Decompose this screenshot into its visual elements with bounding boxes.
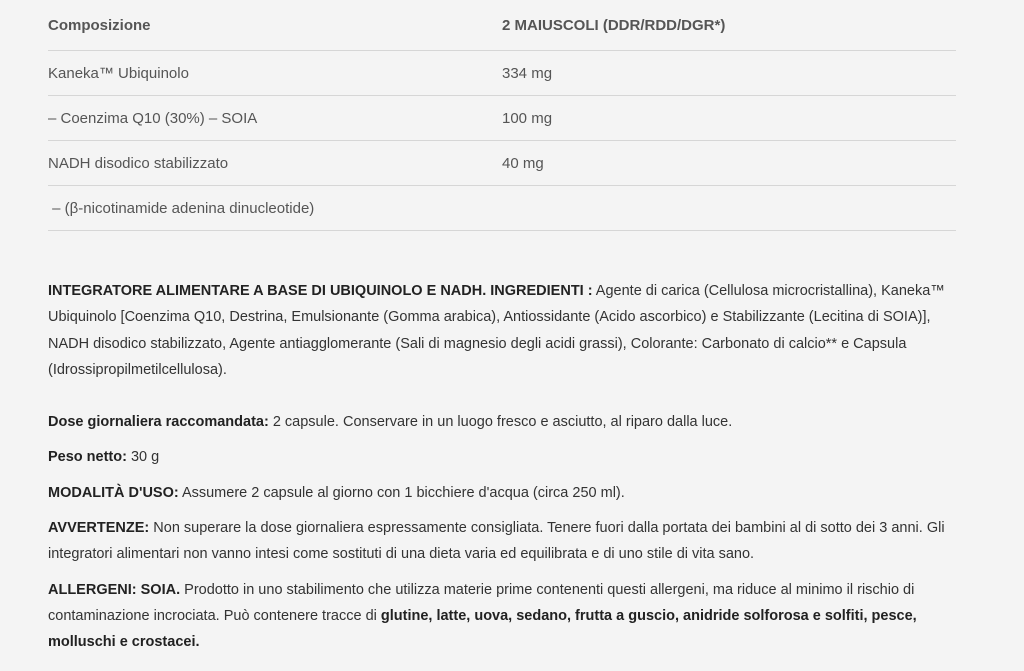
ingredient-amount: 40 mg [502,141,956,186]
dose-paragraph [48,409,958,435]
allergens-list: glutine, latte, uova, sedano, frutta a guscio, anidride solforosa e solfiti, pesce, molluschi e crostacei. [48,607,917,651]
ingredients-label: INTEGRATORE ALIMENTARE A BASE DI UBIQUINOLO E NADH. INGREDIENTI : [48,283,593,299]
ingredient-amount: 100 mg [502,96,956,141]
table-row [48,51,956,96]
table-row [48,96,956,141]
weight-label: Peso netto: [48,449,127,466]
ingredient-name: – (β-nicotinamide adenina dinucleotide) [48,186,502,231]
usage-text: Assumere 2 capsule al giorno con 1 bicchiere d'acqua (circa 250 ml). [178,484,625,501]
ingredient-amount [502,186,956,231]
column-header-amount: 2 MAIUSCOLI (DDR/RDD/DGR*) [502,0,956,51]
allergens-paragraph [48,577,958,656]
weight-text: 30 g [126,449,160,466]
table-row [48,141,956,186]
warnings-paragraph [48,515,958,568]
dose-text: 2 capsule. Conservare in un luogo fresco e asciutto, al riparo dalla luce. [268,414,733,431]
usage-paragraph [48,480,958,506]
column-header-composition: Composizione [48,0,502,51]
table-header-row [48,0,956,51]
ingredient-amount: 334 mg [502,51,956,96]
composition-section [48,0,956,231]
ingredient-name: – Coenzima Q10 (30%) – SOIA [48,96,502,141]
allergens-text: Prodotto in uno stabilimento che utilizza materie prime contenenti questi allergeni, ma riduce al minimo il rischio di contaminazione incrociata. Può contenere tracce di [48,581,915,624]
ingredients-text: Agente di carica (Cellulosa microcristallina), Kaneka™ Ubiquinolo [Coenzima Q10, Destrina, Emulsionante (Gomma arabica), Antiossidante (Acido ascorbico) e Stabilizzante (Lecitina di SOIA)], NADH disodico stabilizzato, Agente antiagglomerante (Sali di magnesio degli acidi grassi), Colorante: Carbonato di calcio** e Capsula (Idrossipropilmetilcellulosa). [48,283,945,378]
product-info [48,278,958,665]
warnings-label: AVVERTENZE: [48,520,150,537]
allergens-label: ALLERGENI: SOIA. [48,581,181,598]
ingredient-name: Kaneka™ Ubiquinolo [48,51,502,96]
dose-label: Dose giornaliera raccomandata: [48,414,269,431]
warnings-text: Non superare la dose giornaliera espressamente consigliata. Tenere fuori dalla portata dei bambini al di sotto dei 3 anni. Gli integratori alimentari non vanno intesi come sostituti di una dieta varia ed equilibrata e di uno stile di vita sano. [48,520,945,563]
table-row [48,186,956,231]
usage-label: MODALITÀ D'USO: [48,484,179,501]
weight-paragraph [48,444,958,470]
ingredients-paragraph [48,278,958,383]
ingredient-name: NADH disodico stabilizzato [48,141,502,186]
composition-table [48,0,956,231]
